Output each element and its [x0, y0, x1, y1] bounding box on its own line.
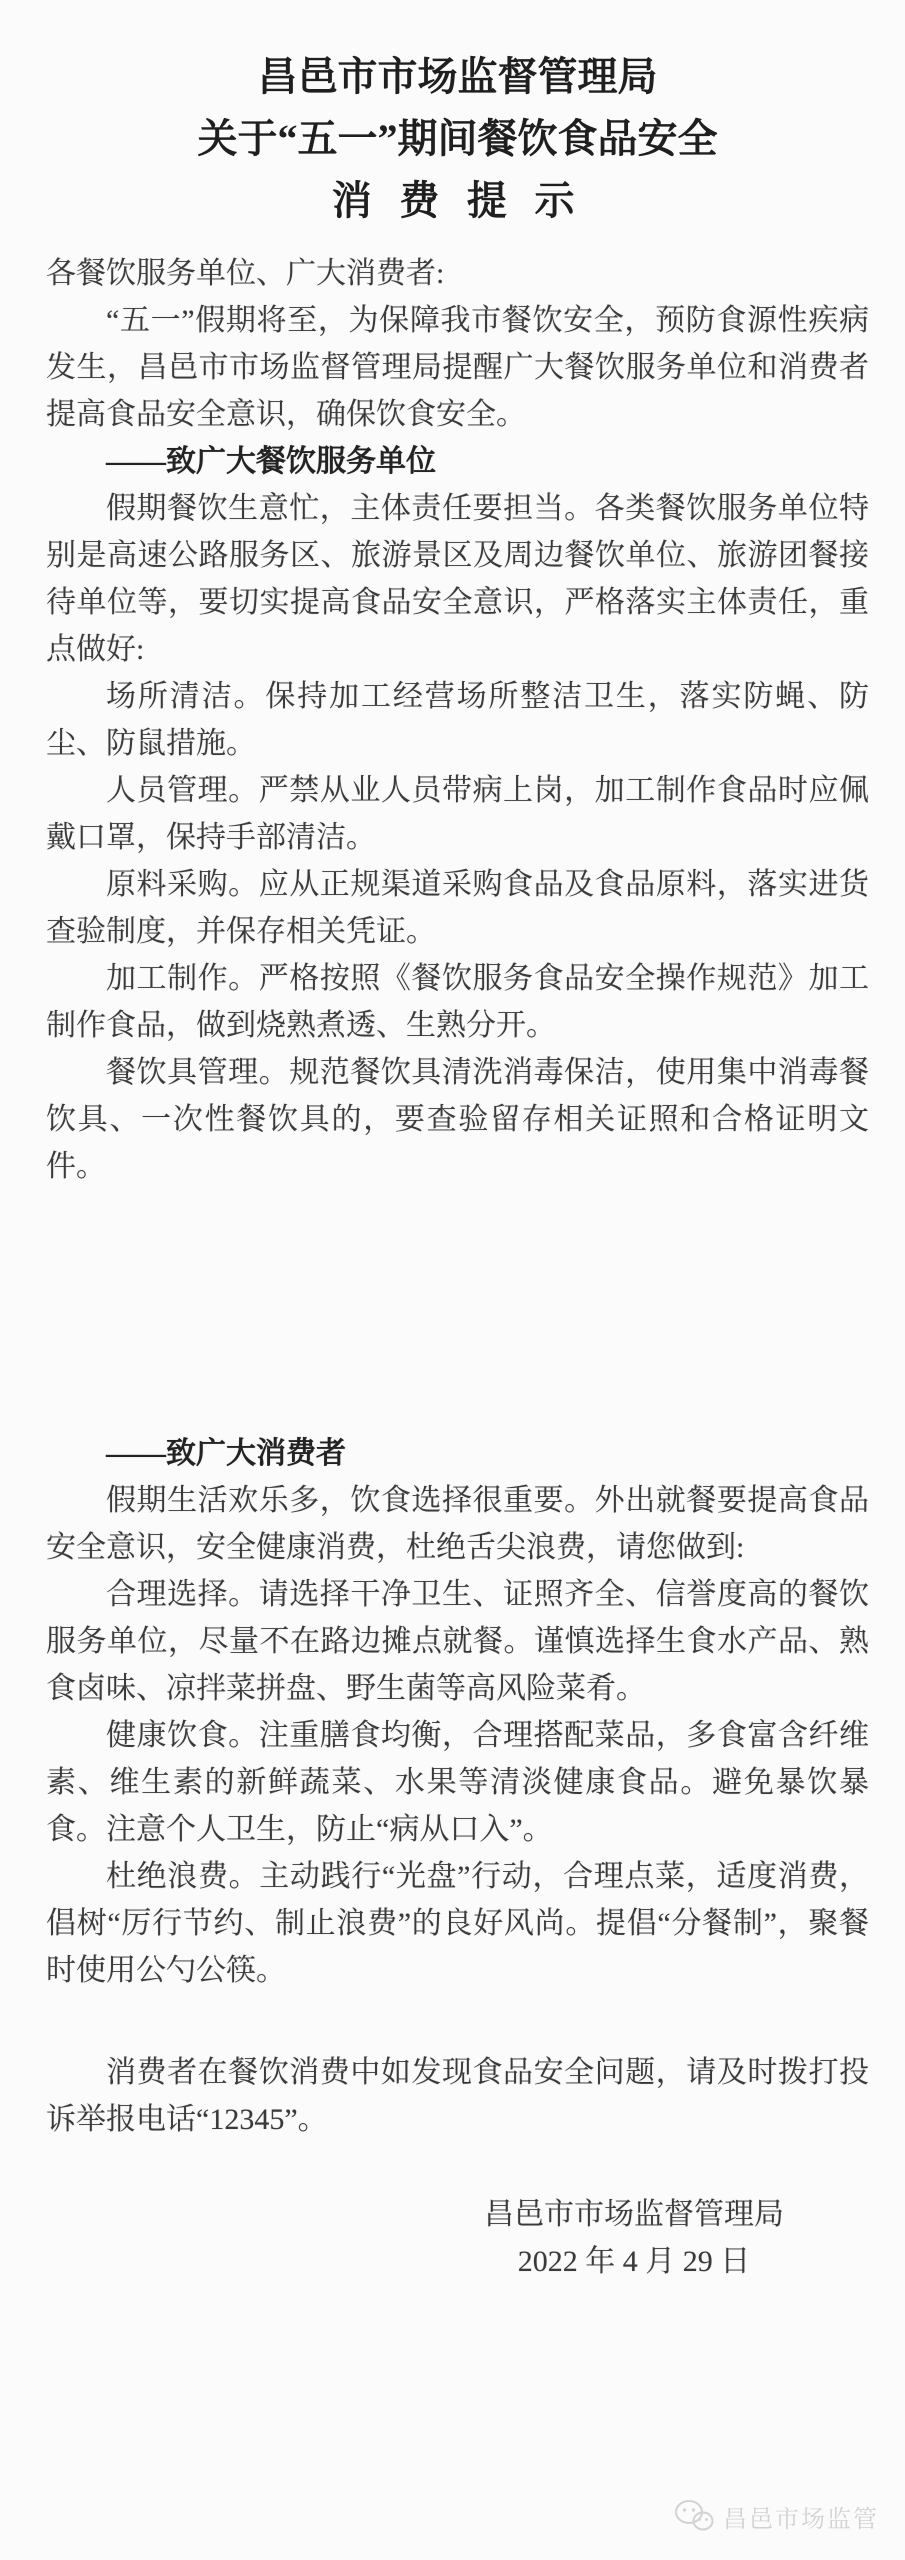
signature-block — [484, 2191, 784, 2285]
paragraph-consumer-overview: 假期生活欢乐多，饮食选择很重要。外出就餐要提高食品安全意识，安全健康消费，杜绝舌尖浪费，请您做到: — [46, 1484, 869, 1564]
title-line-agency: 昌邑市市场监督管理局 — [257, 54, 658, 99]
paragraph-units-overview: 假期餐饮生意忙，主体责任要担当。各类餐饮服务单位特别是高速公路服务区、旅游景区及周边餐饮单位、旅游团餐接待单位等，要切实提高食品安全意识，严格落实主体责任，重点做好: — [46, 492, 869, 666]
section-heading-service-units: ——致广大餐饮服务单位 — [106, 445, 436, 478]
signature-name: 昌邑市市场监督管理局 — [484, 2198, 784, 2231]
title-line-subject: 关于“五一”期间餐饮食品安全 — [197, 116, 718, 161]
paragraph-no-waste: 杜绝浪费。主动践行“光盘”行动，合理点菜，适度消费，倡树“厉行节约、制止浪费”的良好风尚。提倡“分餐制”，聚餐时使用公勺公筷。 — [46, 1860, 869, 1987]
paragraph-intro: “五一”假期将至，为保障我市餐饮安全，预防食源性疾病发生，昌邑市市场监督管理局提醒广大餐饮服务单位和消费者提高食品安全意识，确保饮食安全。 — [46, 304, 869, 431]
paragraph-healthy-diet: 健康饮食。注重膳食均衡，合理搭配菜品，多食富含纤维素、维生素的新鲜蔬菜、水果等清淡健康食品。避免暴饮暴食。注意个人卫生，防止“病从口入”。 — [46, 1719, 869, 1846]
document-text — [46, 250, 869, 2143]
paragraph-ingredient-purchasing: 原料采购。应从正规渠道采购食品及食品原料，落实进货查验制度，并保存相关凭证。 — [46, 868, 869, 948]
paragraph-premises-cleanliness: 场所清洁。保持加工经营场所整洁卫生，落实防蝇、防尘、防鼠措施。 — [46, 680, 869, 760]
wechat-icon — [673, 2498, 715, 2534]
paragraph-food-processing: 加工制作。严格按照《餐饮服务食品安全操作规范》加工制作食品，做到烧熟煮透、生熟分开。 — [46, 962, 869, 1042]
watermark-label: 昌邑市场监管 — [723, 2505, 879, 2533]
footer-watermark — [673, 2498, 879, 2534]
paragraph-complaint-hotline: 消费者在餐饮消费中如发现食品安全问题，请及时拨打投诉举报电话“12345”。 — [46, 2056, 869, 2136]
section-heading-consumers: ——致广大消费者 — [106, 1437, 346, 1470]
paragraph-tableware-management: 餐饮具管理。规范餐饮具清洗消毒保洁，使用集中消毒餐饮具、一次性餐饮具的，要查验留存相关证照和合格证明文件。 — [46, 1056, 869, 1183]
document-title — [46, 46, 869, 232]
signature-date: 2022 年 4 月 29 日 — [517, 2245, 751, 2278]
greeting-line: 各餐饮服务单位、广大消费者: — [46, 257, 445, 290]
title-line-notice: 消 费 提 示 — [331, 178, 584, 223]
paragraph-reasonable-choice: 合理选择。请选择干净卫生、证照齐全、信誉度高的餐饮服务单位，尽量不在路边摊点就餐。谨慎选择生食水产品、熟食卤味、凉拌菜拼盘、野生菌等高风险菜肴。 — [46, 1578, 869, 1705]
paragraph-staff-management: 人员管理。严禁从业人员带病上岗，加工制作食品时应佩戴口罩，保持手部清洁。 — [46, 774, 869, 854]
